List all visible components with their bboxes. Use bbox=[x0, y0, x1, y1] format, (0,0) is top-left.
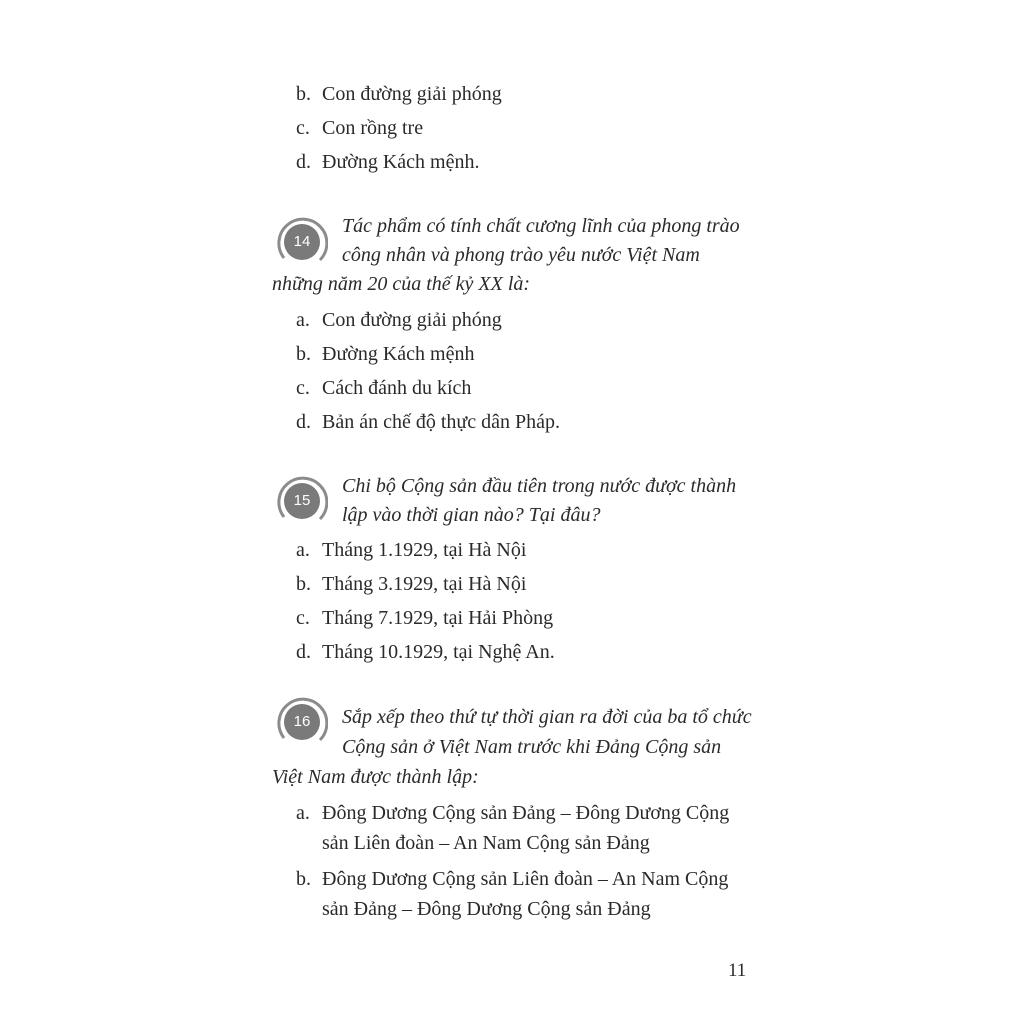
option-text: Đường Kách mệnh. bbox=[322, 151, 480, 173]
option-text: Con đường giải phóng bbox=[322, 309, 502, 331]
option-text: Con rồng tre bbox=[322, 117, 424, 139]
option-text: Đường Kách mệnh bbox=[322, 343, 475, 365]
option-letter: b. bbox=[296, 573, 311, 595]
q14-option-c bbox=[296, 373, 471, 403]
option-letter: c. bbox=[296, 607, 310, 629]
option-letter: d. bbox=[296, 411, 311, 433]
question-number-badge bbox=[276, 475, 328, 527]
option-letter: d. bbox=[296, 151, 311, 173]
option-letter: a. bbox=[296, 309, 310, 331]
option-text: Tháng 10.1929, tại Nghệ An. bbox=[322, 641, 555, 663]
page-number: 11 bbox=[728, 960, 747, 981]
option-letter: b. bbox=[296, 343, 311, 365]
question-text-line: công nhân và phong trào yêu nước Việt Nam bbox=[342, 244, 700, 266]
question-number-badge bbox=[276, 696, 328, 748]
question-number: 15 bbox=[293, 492, 311, 509]
option-letter: d. bbox=[296, 641, 311, 663]
question-number: 14 bbox=[293, 233, 311, 250]
option-text: Con đường giải phóng bbox=[322, 83, 502, 105]
question-text-line: Việt Nam được thành lập: bbox=[272, 766, 479, 788]
question-number-badge bbox=[276, 216, 328, 268]
question-text-line: Cộng sản ở Việt Nam trước khi Đảng Cộng sản bbox=[342, 736, 722, 758]
q15-option-c bbox=[296, 603, 553, 633]
option-text-line: Đông Dương Cộng sản Liên đoàn – An Nam Cộng bbox=[322, 868, 729, 890]
question-text-line: Chi bộ Cộng sản đầu tiên trong nước được thành bbox=[342, 475, 737, 497]
q14-option-a bbox=[296, 305, 502, 335]
q13-option-b bbox=[296, 79, 502, 109]
option-letter: b. bbox=[296, 868, 311, 890]
option-text: Bản án chế độ thực dân Pháp. bbox=[322, 411, 560, 433]
question-text-line: lập vào thời gian nào? Tại đâu? bbox=[342, 504, 601, 526]
q13-option-d bbox=[296, 147, 480, 177]
option-letter: a. bbox=[296, 802, 310, 824]
option-letter: b. bbox=[296, 83, 311, 105]
option-text: Tháng 7.1929, tại Hải Phòng bbox=[322, 607, 554, 629]
q14-option-b bbox=[296, 339, 475, 369]
option-text: Tháng 3.1929, tại Hà Nội bbox=[322, 573, 527, 595]
question-number: 16 bbox=[293, 713, 311, 730]
option-letter: a. bbox=[296, 539, 310, 561]
q15-option-b bbox=[296, 569, 526, 599]
question-text-line: Tác phẩm có tính chất cương lĩnh của phong trào bbox=[342, 215, 740, 237]
option-letter: c. bbox=[296, 117, 310, 139]
q16-option-a bbox=[296, 798, 729, 828]
question-text-line: Sắp xếp theo thứ tự thời gian ra đời của ba tổ chức bbox=[342, 706, 752, 728]
q13-option-c bbox=[296, 113, 423, 143]
q15-option-a bbox=[296, 535, 526, 565]
q15-option-d bbox=[296, 637, 555, 667]
q16-option-b bbox=[296, 864, 728, 894]
q16-option-a-continuation: sản Liên đoàn – An Nam Cộng sản Đảng bbox=[322, 832, 650, 854]
question-text-line: những năm 20 của thế kỷ XX là: bbox=[272, 273, 531, 295]
q16-option-b-continuation: sản Đảng – Đông Dương Cộng sản Đảng bbox=[322, 898, 651, 920]
q14-option-d bbox=[296, 407, 560, 437]
option-text: Cách đánh du kích bbox=[322, 377, 472, 399]
option-text: Tháng 1.1929, tại Hà Nội bbox=[322, 539, 527, 561]
option-letter: c. bbox=[296, 377, 310, 399]
option-text-line: Đông Dương Cộng sản Đảng – Đông Dương Cộng bbox=[322, 802, 730, 824]
